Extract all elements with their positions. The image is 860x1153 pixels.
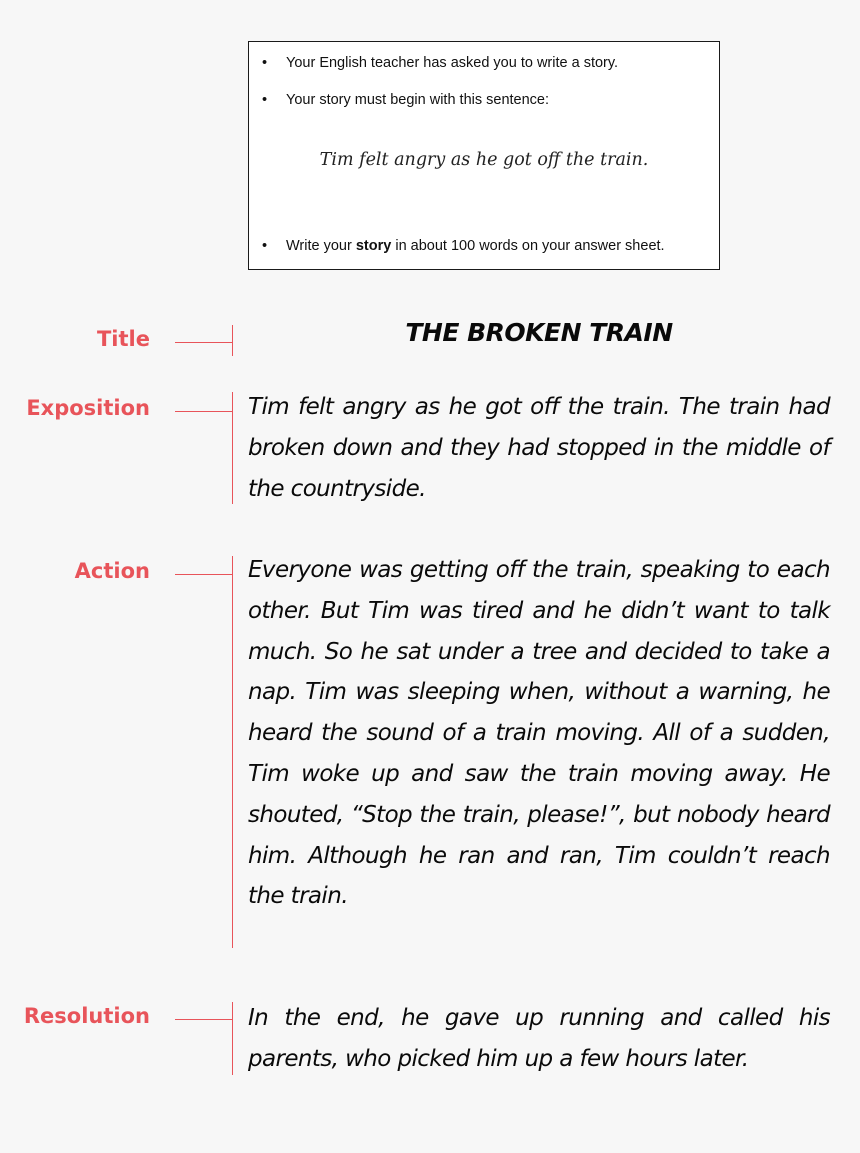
- task-bullet-text: Your story must begin with this sentence:: [286, 92, 550, 108]
- story-exposition-paragraph: Tim felt angry as he got off the train. The train had broken down and they had stopped in the middle of the countryside.: [248, 394, 830, 502]
- label-resolution-connector: [175, 1019, 232, 1020]
- task-final-bold: story: [355, 238, 392, 254]
- story-resolution-paragraph: In the end, he gave up running and called his parents, who picked him up a few hours later.: [248, 1005, 830, 1072]
- label-action: Action: [74, 559, 150, 583]
- label-action-connector: [175, 574, 232, 575]
- bullet-dot-icon: •: [262, 92, 268, 108]
- title-bracket-bar: [232, 325, 233, 356]
- task-instructions-box: [248, 41, 720, 270]
- label-exposition: Exposition: [26, 396, 150, 420]
- label-resolution: Resolution: [23, 1004, 150, 1028]
- task-bullet-text: Your English teacher has asked you to write a story.: [286, 55, 619, 71]
- resolution-bracket-bar: [232, 1002, 233, 1075]
- label-exposition-connector: [175, 411, 232, 412]
- task-bullet-text: [286, 237, 665, 255]
- action-bracket-bar: [232, 556, 233, 948]
- story-action-paragraph: Everyone was getting off the train, speaking to each other. But Tim was tired and he didn’t want to talk much. So he sat under a tree and decided to take a nap. Tim was sleeping when, without a warning, he heard the sound of a train moving. All of a sudden, Tim woke up and saw the train moving away. He shouted, “Stop the train, please!”, but nobody heard him. Although he ran and ran, Tim couldn’t reach the train.: [248, 557, 830, 910]
- story-title: THE BROKEN TRAIN: [405, 318, 673, 347]
- task-final-before: Write your: [286, 238, 356, 254]
- exposition-bracket-bar: [232, 392, 233, 504]
- label-title: Title: [96, 327, 150, 351]
- label-title-connector: [175, 342, 232, 343]
- bullet-dot-icon: •: [262, 55, 268, 71]
- prompt-sentence: Tim felt angry as he got off the train.: [319, 150, 649, 170]
- bullet-dot-icon: •: [262, 238, 268, 254]
- task-final-after: in about 100 words on your answer sheet.: [391, 238, 665, 254]
